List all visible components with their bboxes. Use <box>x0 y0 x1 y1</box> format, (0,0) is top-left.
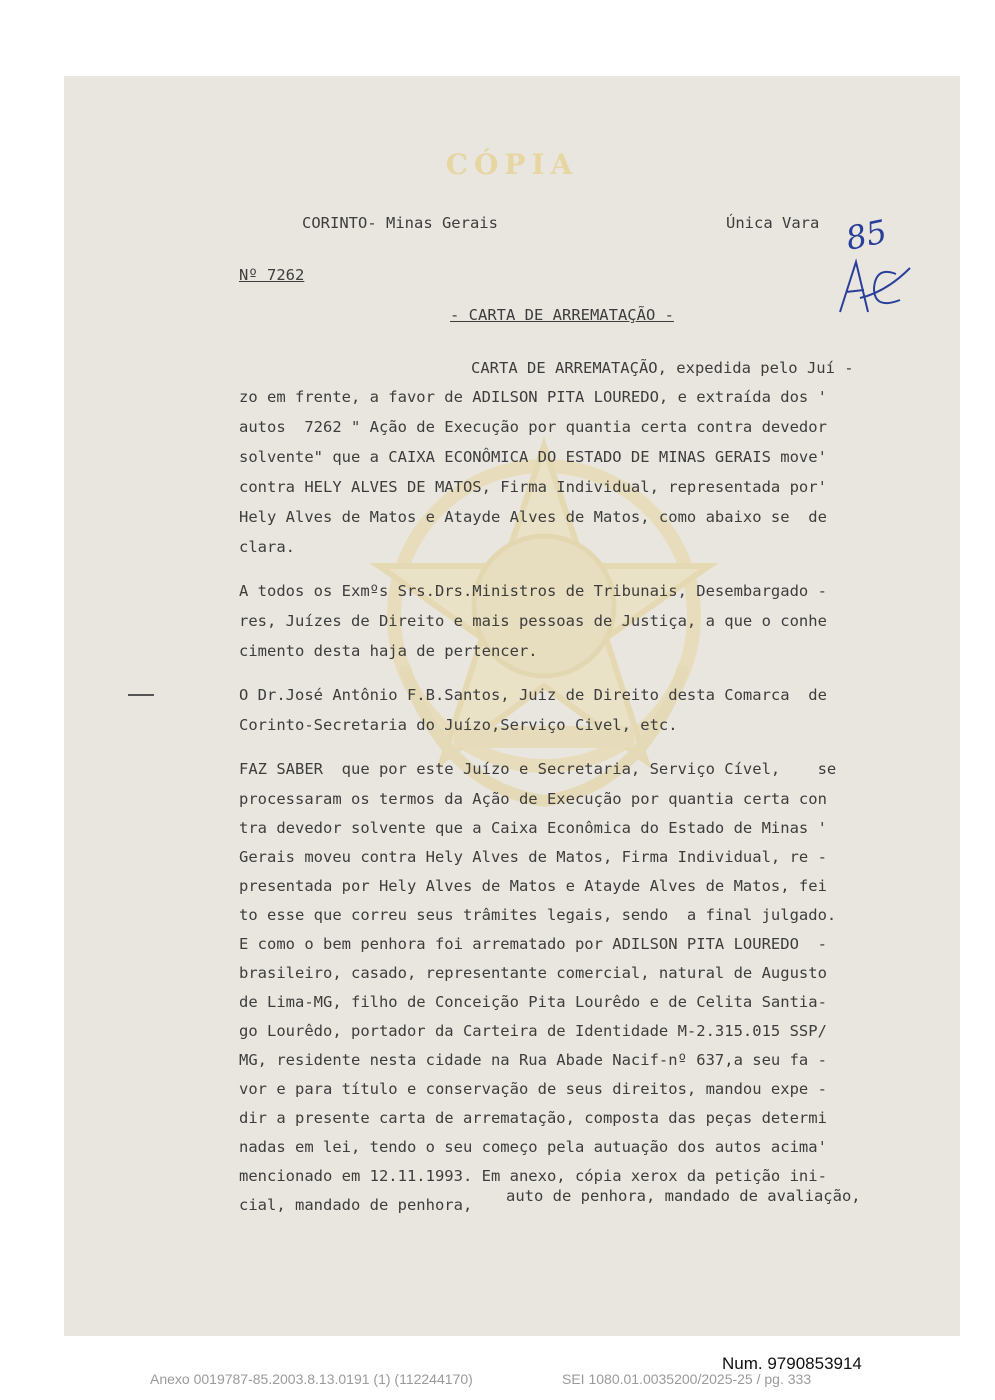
copy-stamp: CÓPIA <box>445 148 579 181</box>
body-line-9: res, Juízes de Direito e mais pessoas de Justiça, a que o conhe <box>239 612 827 630</box>
body-line-28: cial, mandado de penhora, <box>239 1196 473 1214</box>
body-line-22: go Lourêdo, portador da Carteira de Identidade M-2.315.015 SSP/ <box>239 1022 827 1040</box>
body-line-18: to esse que correu seus trâmites legais, sendo a final julgado. <box>239 906 837 924</box>
body-line-25: dir a presente carta de arrematação, composta das peças determi <box>239 1109 827 1127</box>
body-line-16: Gerais moveu contra Hely Alves de Matos, Firma Individual, re - <box>239 848 827 866</box>
body-line-27: mencionado em 12.11.1993. Em anexo, cópia xerox da petição ini- <box>239 1167 827 1185</box>
handwritten-folio: 85 <box>842 212 891 258</box>
handwritten-initials-icon <box>834 252 914 322</box>
body-line-29: auto de penhora, mandado de avaliação, <box>506 1187 861 1205</box>
body-line-15: tra devedor solvente que a Caixa Econômica do Estado de Minas ' <box>239 819 827 837</box>
body-line-3: autos 7262 " Ação de Execução por quantia certa contra devedor <box>239 418 827 436</box>
body-line-12: Corinto-Secretaria do Juízo,Serviço Civel, etc. <box>239 716 678 734</box>
document-title: - CARTA DE ARREMATAÇÃO - <box>450 306 674 324</box>
process-number: Nº 7262 <box>239 266 305 284</box>
header-location: CORINTO- Minas Gerais <box>302 214 498 232</box>
body-line-2: zo em frente, a favor de ADILSON PITA LOUREDO, e extraída dos ' <box>239 388 827 406</box>
body-line-5: contra HELY ALVES DE MATOS, Firma Individual, representada por' <box>239 478 827 496</box>
body-line-24: vor e para título e conservação de seus direitos, mandou expe - <box>239 1080 827 1098</box>
body-line-14: processaram os termos da Ação de Execução por quantia certa con <box>239 790 827 808</box>
body-line-23: MG, residente nesta cidade na Rua Abade Nacif-nº 637,a seu fa - <box>239 1051 827 1069</box>
body-line-20: brasileiro, casado, representante comercial, natural de Augusto <box>239 964 827 982</box>
body-line-21: de Lima-MG, filho de Conceição Pita Lourêdo e de Celita Santia- <box>239 993 827 1011</box>
margin-mark <box>128 694 154 696</box>
body-line-17: presentada por Hely Alves de Matos e Atayde Alves de Matos, fei <box>239 877 827 895</box>
body-line-11: O Dr.José Antônio F.B.Santos, Juiz de Direito desta Comarca de <box>239 686 827 704</box>
body-line-10: cimento desta haja de pertencer. <box>239 642 538 660</box>
body-line-1: CARTA DE ARREMATAÇÃO, expedida pelo Juí - <box>471 359 854 377</box>
body-line-4: solvente" que a CAIXA ECONÔMICA DO ESTADO DE MINAS GERAIS move' <box>239 448 827 466</box>
sei-reference: SEI 1080.01.0035200/2025-25 / pg. 333 <box>562 1371 812 1387</box>
body-line-13: FAZ SABER que por este Juízo e Secretaria, Serviço Cível, se <box>239 760 837 778</box>
body-line-7: clara. <box>239 538 295 556</box>
document-number: Num. 9790853914 <box>722 1354 862 1373</box>
body-line-8: A todos os Exmºs Srs.Drs.Ministros de Tribunais, Desembargado - <box>239 582 827 600</box>
body-line-26: nadas em lei, tendo o seu começo pela autuação dos autos acima' <box>239 1138 827 1156</box>
document-page <box>64 76 960 1336</box>
body-line-19: E como o bem penhora foi arrematado por ADILSON PITA LOUREDO - <box>239 935 827 953</box>
annex-reference: Anexo 0019787-85.2003.8.13.0191 (1) (112244170) <box>150 1371 473 1387</box>
body-line-6: Hely Alves de Matos e Atayde Alves de Matos, como abaixo se de <box>239 508 827 526</box>
header-court: Única Vara <box>726 214 820 232</box>
